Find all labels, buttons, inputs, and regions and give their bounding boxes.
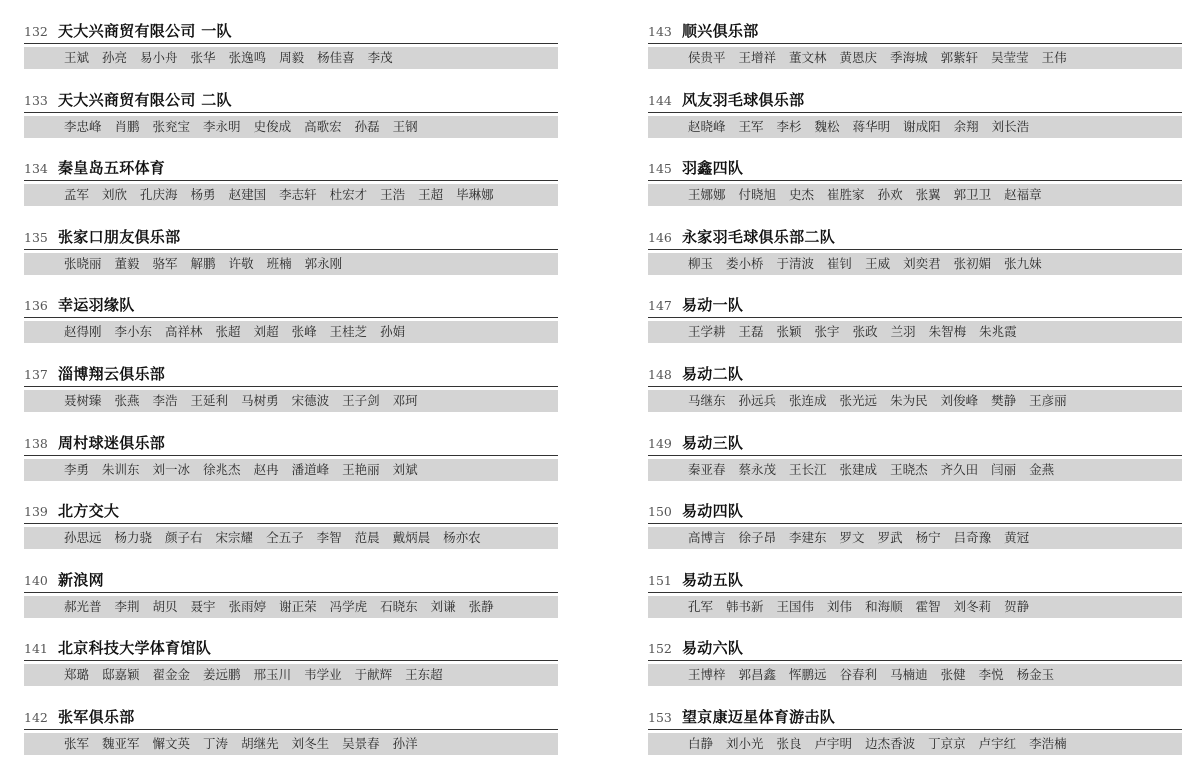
member-name: 邸嘉颖	[102, 667, 140, 683]
member-name: 白静	[688, 735, 714, 751]
member-name: 李勇	[64, 461, 90, 477]
member-name: 王增祥	[738, 50, 777, 65]
member-name: 崔钊	[827, 255, 853, 271]
member-name: 高祥林	[165, 324, 203, 340]
team-header	[24, 494, 558, 524]
member-name: 于清波	[776, 255, 815, 271]
member-name: 朱智梅	[928, 324, 967, 340]
member-name: 蒋华明	[852, 118, 891, 134]
team-name: 北京科技大学体育馆队	[58, 639, 212, 658]
team-block	[648, 151, 1182, 220]
team-header	[24, 83, 558, 113]
team-block	[648, 494, 1182, 563]
team-members-row	[648, 47, 1182, 69]
team-roster-page	[0, 14, 1200, 774]
member-name: 韩书新	[726, 598, 764, 614]
member-name: 李茂	[367, 50, 393, 65]
team-name: 风友羽毛球俱乐部	[682, 90, 805, 109]
member-name: 罗文	[839, 530, 865, 546]
team-name: 羽鑫四队	[682, 159, 744, 178]
team-members-row	[24, 253, 558, 275]
member-name: 王艳丽	[342, 461, 380, 477]
team-name: 易动二队	[682, 364, 744, 383]
member-name: 谢成阳	[903, 118, 941, 134]
member-name: 李浩楠	[1029, 735, 1067, 751]
member-name: 秦亚春	[688, 461, 726, 477]
team-block	[24, 83, 558, 152]
team-name: 望京康迈星体育游击队	[682, 707, 836, 726]
team-header	[24, 288, 558, 318]
team-block	[24, 151, 558, 220]
member-name: 宋德波	[291, 392, 330, 408]
member-name: 黄冠	[1004, 530, 1030, 546]
member-name: 李杉	[776, 118, 802, 134]
member-name: 石晓东	[380, 598, 418, 614]
team-members-row	[24, 459, 558, 481]
member-name: 王钢	[392, 118, 418, 134]
member-name: 张逸鸣	[228, 50, 267, 65]
member-name: 潘道峰	[291, 461, 330, 477]
team-members-row	[24, 321, 558, 343]
member-name: 孙洋	[392, 735, 418, 751]
team-header	[24, 631, 558, 661]
member-name: 许敬	[228, 255, 254, 271]
team-header	[648, 288, 1182, 318]
member-name: 张超	[215, 324, 241, 340]
team-number: 134	[24, 161, 48, 177]
team-header	[648, 357, 1182, 387]
team-number: 132	[24, 24, 48, 39]
team-number: 151	[648, 572, 672, 588]
member-name: 张晓丽	[64, 255, 102, 271]
team-number: 139	[24, 504, 48, 520]
member-name: 张健	[940, 667, 966, 683]
member-name: 聂宇	[190, 598, 216, 614]
member-name: 侯贵平	[688, 50, 726, 65]
member-name: 马继东	[688, 392, 726, 408]
team-header	[648, 14, 1182, 44]
member-name: 魏松	[814, 118, 840, 134]
member-name: 吕奇豫	[953, 530, 992, 546]
member-name: 孙欢	[877, 187, 903, 203]
member-name: 肖鹏	[114, 118, 140, 134]
member-name: 张华	[190, 50, 216, 65]
member-name: 邓珂	[392, 392, 418, 408]
team-header	[24, 151, 558, 181]
member-name: 杜宏才	[329, 187, 368, 203]
member-name: 李浩	[152, 392, 178, 408]
member-name: 谷春利	[839, 667, 878, 683]
team-block	[24, 563, 558, 632]
member-name: 懈文英	[152, 735, 191, 751]
member-name: 马树勇	[241, 392, 279, 408]
member-name: 刘一冰	[152, 461, 191, 477]
team-header	[24, 357, 558, 387]
member-name: 李小东	[114, 324, 153, 340]
member-name: 冯学虎	[329, 598, 368, 614]
team-block	[648, 357, 1182, 426]
member-name: 张九妹	[1004, 255, 1042, 271]
team-header	[24, 220, 558, 250]
team-number: 147	[648, 298, 672, 314]
member-name: 解鹏	[190, 255, 216, 271]
member-name: 史杰	[789, 187, 815, 203]
member-name: 恽鹏远	[789, 667, 827, 683]
team-block	[648, 288, 1182, 357]
member-name: 毕琳娜	[456, 187, 494, 203]
team-block	[648, 426, 1182, 495]
team-block	[24, 14, 558, 83]
team-number: 137	[24, 366, 48, 382]
member-name: 史俊成	[253, 118, 292, 134]
member-name: 王娜娜	[688, 187, 726, 203]
member-name: 刘超	[253, 324, 279, 340]
team-header	[648, 426, 1182, 456]
member-name: 张燕	[114, 392, 140, 408]
member-name: 孙亮	[102, 50, 128, 65]
member-name: 王国伟	[776, 598, 815, 614]
member-name: 刘谦	[430, 598, 456, 614]
member-name: 班楠	[266, 255, 292, 271]
member-name: 李志轩	[279, 187, 317, 203]
member-name: 朱兆霞	[979, 324, 1017, 340]
team-members-row	[24, 116, 558, 138]
team-block	[24, 426, 558, 495]
member-name: 谢正荣	[279, 598, 317, 614]
member-name: 胡贝	[152, 598, 178, 614]
member-name: 季海城	[890, 50, 928, 65]
member-name: 刘长浩	[991, 118, 1030, 134]
member-name: 马楠迪	[890, 667, 928, 683]
member-name: 王子剑	[342, 392, 380, 408]
team-members-row	[24, 664, 558, 686]
member-name: 张政	[852, 324, 878, 340]
member-name: 孔庆海	[140, 187, 178, 203]
team-number: 153	[648, 709, 672, 725]
team-header	[24, 563, 558, 593]
member-name: 郭永刚	[304, 255, 343, 271]
member-name: 张初媚	[953, 255, 992, 271]
team-number: 145	[648, 161, 672, 177]
member-name: 刘冬莉	[953, 598, 992, 614]
member-name: 张峰	[291, 324, 317, 340]
member-name: 张军	[64, 735, 90, 751]
member-name: 刘小光	[726, 735, 764, 751]
member-name: 赵冉	[253, 461, 279, 477]
team-number: 135	[24, 229, 48, 245]
member-name: 孙磊	[354, 118, 380, 134]
member-name: 朱为民	[890, 392, 928, 408]
member-name: 邢玉川	[253, 667, 292, 683]
member-name: 杨金玉	[1016, 667, 1055, 683]
team-members-row	[24, 184, 558, 206]
member-name: 赵得刚	[64, 324, 102, 340]
member-name: 戴炳晨	[392, 530, 431, 546]
member-name: 骆军	[152, 255, 178, 271]
team-members-row	[24, 733, 558, 755]
member-name: 刘冬生	[291, 735, 330, 751]
member-name: 娄小桥	[726, 255, 764, 271]
left-column	[24, 14, 558, 769]
member-name: 张静	[468, 598, 494, 614]
member-name: 霍智	[915, 598, 941, 614]
member-name: 高歌宏	[304, 118, 342, 134]
team-members-row	[648, 664, 1182, 686]
team-name: 幸运羽缘队	[58, 296, 135, 315]
member-name: 王晓杰	[890, 461, 928, 477]
team-name: 易动五队	[682, 570, 744, 589]
member-name: 罗武	[877, 530, 903, 546]
member-name: 崔胜家	[827, 187, 865, 203]
team-header	[24, 700, 558, 730]
member-name: 柳玉	[688, 255, 714, 271]
member-name: 王军	[738, 118, 764, 134]
member-name: 蔡永茂	[738, 461, 777, 477]
team-name: 新浪网	[58, 570, 104, 589]
member-name: 王超	[418, 187, 444, 203]
member-name: 杨力骁	[114, 530, 153, 546]
member-name: 付晓旭	[738, 187, 777, 203]
team-members-row	[648, 116, 1182, 138]
member-name: 余翔	[953, 118, 979, 134]
member-name: 边杰香波	[865, 735, 916, 751]
member-name: 王桂芝	[329, 324, 368, 340]
team-members-row	[648, 596, 1182, 618]
member-name: 张良	[776, 735, 802, 751]
team-block	[24, 700, 558, 769]
team-number: 142	[24, 709, 48, 725]
member-name: 董文林	[789, 50, 827, 65]
team-name: 周村球迷俱乐部	[58, 433, 166, 452]
team-name: 秦皇岛五环体育	[58, 159, 166, 178]
member-name: 孙远兵	[738, 392, 777, 408]
member-name: 吴莹莹	[991, 50, 1029, 65]
team-block	[24, 288, 558, 357]
member-name: 张宇	[814, 324, 840, 340]
member-name: 于献辉	[354, 667, 393, 683]
team-number: 144	[648, 92, 672, 108]
team-number: 148	[648, 366, 672, 382]
member-name: 刘斌	[392, 461, 418, 477]
member-name: 贺静	[1004, 598, 1030, 614]
member-name: 李建东	[789, 530, 827, 546]
member-name: 赵建国	[228, 187, 267, 203]
team-members-row	[24, 47, 558, 69]
team-number: 152	[648, 641, 672, 657]
team-number: 133	[24, 92, 48, 108]
team-name: 易动六队	[682, 639, 744, 658]
team-header	[648, 151, 1182, 181]
member-name: 丁京京	[928, 735, 966, 751]
team-block	[24, 220, 558, 289]
team-header	[648, 494, 1182, 524]
member-name: 赵福章	[1004, 187, 1042, 203]
team-header	[24, 426, 558, 456]
team-name: 永家羽毛球俱乐部二队	[682, 227, 836, 246]
member-name: 张翼	[915, 187, 941, 203]
member-name: 刘欣	[102, 187, 128, 203]
member-name: 朱训东	[102, 461, 140, 477]
member-name: 王彦丽	[1029, 392, 1067, 408]
team-number: 149	[648, 435, 672, 451]
member-name: 王磊	[738, 324, 764, 340]
member-name: 黄恩庆	[839, 50, 878, 65]
team-members-row	[24, 596, 558, 618]
member-name: 闫丽	[991, 461, 1017, 477]
member-name: 徐子昂	[738, 530, 777, 546]
member-name: 樊静	[991, 392, 1017, 408]
member-name: 赵晓峰	[688, 118, 726, 134]
member-name: 翟金金	[152, 667, 191, 683]
member-name: 胡继先	[241, 735, 279, 751]
team-members-row	[648, 733, 1182, 755]
member-name: 易小舟	[140, 50, 178, 65]
team-header	[648, 700, 1182, 730]
member-name: 王延利	[190, 392, 229, 408]
member-name: 王博梓	[688, 667, 726, 683]
member-name: 李智	[316, 530, 342, 546]
team-header	[648, 83, 1182, 113]
member-name: 王学耕	[688, 324, 726, 340]
member-name: 杨宁	[915, 530, 941, 546]
team-block	[24, 494, 558, 563]
team-block	[24, 357, 558, 426]
member-name: 郝光普	[64, 598, 102, 614]
member-name: 吴景春	[342, 735, 380, 751]
member-name: 齐久田	[940, 461, 979, 477]
member-name: 杨勇	[190, 187, 216, 203]
member-name: 郭卫卫	[953, 187, 992, 203]
member-name: 王东超	[405, 667, 443, 683]
member-name: 孙娟	[380, 324, 406, 340]
team-members-row	[24, 527, 558, 549]
member-name: 范晨	[354, 530, 380, 546]
member-name: 卢宇明	[814, 735, 853, 751]
member-name: 聂树臻	[64, 392, 102, 408]
member-name: 王浩	[380, 187, 406, 203]
team-block	[24, 631, 558, 700]
team-block	[648, 14, 1182, 83]
team-members-row	[648, 184, 1182, 206]
member-name: 丁涛	[203, 735, 229, 751]
team-name: 易动三队	[682, 433, 744, 452]
team-number: 136	[24, 298, 48, 314]
team-name: 易动一队	[682, 296, 744, 315]
member-name: 颜子右	[165, 530, 203, 546]
team-name: 顺兴俱乐部	[682, 22, 759, 40]
team-number: 138	[24, 435, 48, 451]
member-name: 韦学业	[304, 667, 342, 683]
team-number: 141	[24, 641, 48, 657]
team-block	[648, 563, 1182, 632]
team-name: 张家口朋友俱乐部	[58, 227, 181, 246]
member-name: 孟军	[64, 187, 90, 203]
team-name: 张军俱乐部	[58, 707, 135, 726]
member-name: 高博言	[688, 530, 726, 546]
team-members-row	[648, 253, 1182, 275]
member-name: 杨亦农	[443, 530, 481, 546]
member-name: 徐兆杰	[203, 461, 241, 477]
team-header	[648, 631, 1182, 661]
team-name: 天大兴商贸有限公司 二队	[58, 90, 232, 109]
member-name: 刘俊峰	[940, 392, 979, 408]
member-name: 张雨婷	[228, 598, 267, 614]
member-name: 郑璐	[64, 667, 90, 683]
member-name: 刘奕君	[903, 255, 941, 271]
team-header	[648, 220, 1182, 250]
member-name: 郭紫轩	[940, 50, 979, 65]
team-number: 150	[648, 504, 672, 520]
member-name: 张颖	[776, 324, 802, 340]
team-number: 140	[24, 572, 48, 588]
member-name: 李永明	[203, 118, 241, 134]
team-members-row	[648, 527, 1182, 549]
team-block	[648, 220, 1182, 289]
team-name: 北方交大	[58, 502, 120, 521]
member-name: 姜远鹏	[203, 667, 241, 683]
member-name: 王威	[865, 255, 891, 271]
member-name: 宋宗耀	[215, 530, 254, 546]
member-name: 兰羽	[890, 324, 916, 340]
team-number: 143	[648, 24, 672, 39]
team-members-row	[648, 321, 1182, 343]
member-name: 李忠峰	[64, 118, 102, 134]
member-name: 魏亚军	[102, 735, 140, 751]
member-name: 孔军	[688, 598, 714, 614]
team-block	[648, 631, 1182, 700]
team-header	[648, 563, 1182, 593]
right-column	[648, 14, 1182, 769]
team-members-row	[24, 390, 558, 412]
member-name: 王斌	[64, 50, 90, 65]
member-name: 孙思远	[64, 530, 102, 546]
member-name: 刘伟	[827, 598, 853, 614]
team-members-row	[648, 459, 1182, 481]
member-name: 仝五子	[266, 530, 304, 546]
member-name: 张连成	[789, 392, 827, 408]
member-name: 李悦	[978, 667, 1004, 683]
team-name: 天大兴商贸有限公司 一队	[58, 22, 232, 40]
member-name: 李荆	[114, 598, 140, 614]
member-name: 杨佳喜	[317, 50, 355, 65]
team-name: 易动四队	[682, 502, 744, 521]
member-name: 张兖宝	[152, 118, 191, 134]
team-name: 淄博翔云俱乐部	[58, 364, 166, 383]
team-block	[648, 83, 1182, 152]
member-name: 张光远	[839, 392, 878, 408]
team-number: 146	[648, 229, 672, 245]
member-name: 郭昌鑫	[738, 667, 777, 683]
member-name: 周毅	[279, 50, 305, 65]
member-name: 和海顺	[865, 598, 903, 614]
member-name: 王长江	[789, 461, 827, 477]
member-name: 张建成	[839, 461, 878, 477]
member-name: 王伟	[1041, 50, 1067, 65]
member-name: 金燕	[1029, 461, 1055, 477]
member-name: 卢宇红	[978, 735, 1017, 751]
team-block	[648, 700, 1182, 769]
team-members-row	[648, 390, 1182, 412]
team-header	[24, 14, 558, 44]
member-name: 董毅	[114, 255, 140, 271]
